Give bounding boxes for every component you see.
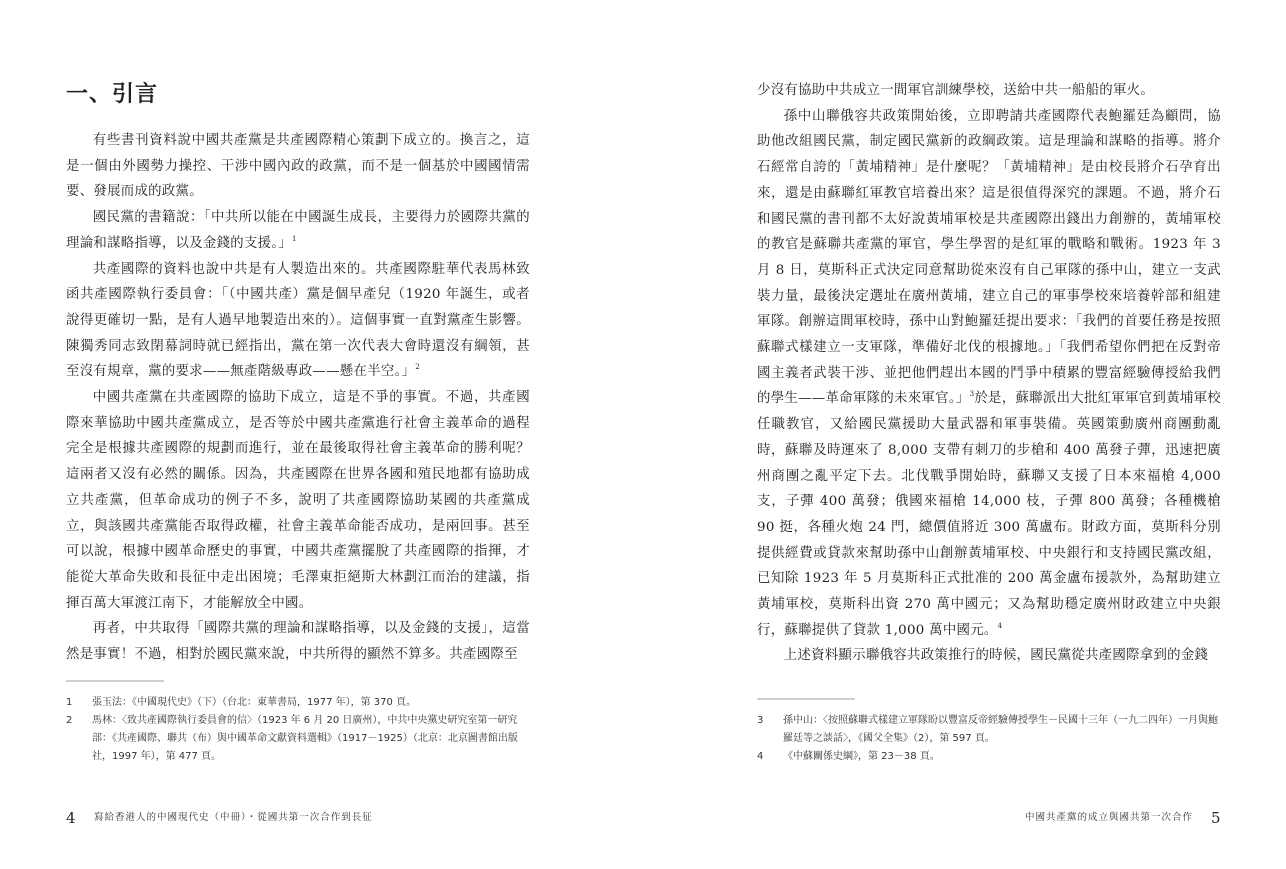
paragraph: 中國共產黨在共產國際的協助下成立，這是不爭的事實。不過，共產國際來華協助中國共產黨成立，是否等於中國共產黨進行社會主義革命的過程完全是根據共產國際的規劃而進行，並在最後取得社會主義革命的勝利呢？這兩者又沒有必然的關係。因為，共產國際在世界各國和殖民地都有協助成立共產黨，但革命成功的例子不多，說明了共產國際協助某國的共產黨成立，與該國共產黨能否取得政權，社會主義革命能否成功，是兩回事。甚至可以說，根據中國革命歷史的事實，中國共產黨擺脫了共產國際的指揮，才能從大革命失敗和長征中走出困境；毛澤東拒絕斯大林劃江而治的建議，指揮百萬大軍渡江南下，才能解放全中國。 [66,390,530,611]
running-head: 中國共產黨的成立與國共第一次合作 [1024,812,1193,823]
footnote-number: 3 [757,715,764,726]
footnote [757,712,1221,748]
footnote [66,694,530,712]
footnote [66,712,530,766]
footnote [757,748,1221,766]
paragraph: 再者，中共取得「國際共黨的理論和謀略指導，以及金錢的支援」，這當然是事實！不過，相對於國民黨來說，中共所得的顯然不算多。共產國際至 [66,621,530,663]
page-number: 4 [66,809,76,827]
footnote-number: 2 [66,715,73,726]
right-page [643,0,1286,869]
footnotes [66,694,530,766]
paragraph [66,205,530,256]
paragraph [757,104,1221,644]
paragraph: 少沒有協助中共成立一間軍官訓練學校，送給中共一船船的軍火。 [757,83,1155,98]
footnote-text: 孫中山：〈按照蘇聯式樣建立軍隊盼以豐富反帝經驗傳授學生－民國十三年（一九二四年）一月與鮑羅廷等之談話〉，《國父全集》（2），第 597 頁。 [783,715,1218,744]
footnotes [757,712,1221,766]
footnote-text: 馬林：〈致共產國際執行委員會的信〉（1923 年 6 月 20 日廣州），中共中央黨史研究室第一研究部：《共產國際、聯共（布）與中國革命文獻資料選輯》（1917－1925）（北京：北京圖書館出版社，1997 年），第 477 頁。 [92,715,518,762]
footnote-number: 1 [66,697,73,708]
paragraph [66,257,530,386]
footnote-mark: 4 [997,621,1003,630]
paragraph-text: 國民黨的書籍說：「中共所以能在中國誕生成長，主要得力於國際共黨的理論和謀略指導，以及金錢的支援。」 [66,210,530,251]
paragraph-text: 共產國際的資料也說中共是有人製造出來的。共產國際駐華代表馬林致函共產國際執行委員會：「（中國共產）黨是個早產兒（1920 年誕生，或者說得更確切一點，是有人過早地製造出來的）。這個事實一直對黨產生影響。陳獨秀同志致閉幕詞時就已經指出，黨在第一次代表大會時還沒有綱領，甚至沒有規章，黨的要求——無產階級專政——懸在半空。」 [66,261,530,380]
footnote-text: 《中蘇關係史綱》，第 23－38 頁。 [783,751,940,762]
paragraph-text: 孫中山聯俄容共政策開始後，立即聘請共產國際代表鮑羅廷為顧問，協助他改組國民黨，制定國民黨新的政綱政策。這是理論和謀略的指導。將介石經常自誇的「黃埔精神」是什麼呢？「黃埔精神」是由校長將介石孕育出來，還是由蘇聯紅軍教官培養出來？這是很值得深究的課題。不過，將介石和國民黨的書刊都不太好說黃埔軍校是共產國際出錢出力創辦的，黃埔軍校的教官是蘇聯共產黨的軍官，學生學習的是紅軍的戰略和戰術。1923 年 3 月 8 日，莫斯科正式決定同意幫助從來沒有自己軍隊的孫中山，建立一支武裝力量，最後決定選址在廣州黃埔，建立自己的軍事學校來培養幹部和組建軍隊。創辦這間軍校時，孫中山對鮑羅廷提出要求：「我們的首要任務是按照蘇聯式樣建立一支軍隊，準備好北伐的根據地。」「我們希望你們把在反對帝國主義者武裝干涉、並把他們趕出本國的鬥爭中積累的豐富經驗傳授給我們的學生——革命軍隊的未來軍官。」 [757,108,1221,407]
footnote-mark: 3 [969,390,975,399]
footnote-divider [66,680,164,682]
right-body-text [757,78,1221,669]
paragraph-text: 於是，蘇聯派出大批紅軍軍官到黃埔軍校任職教官，又給國民黨援助大量武器和軍事裝備。英國策動廣州商團動亂時，蘇聯及時運來了 8,000 支帶有刺刀的步槍和 400 萬發子彈，迅速把廣州商團之亂平定下去。北伐戰爭開始時，蘇聯又支援了日本來福槍 4,000 支，子彈 400 萬發；俄國來福槍 14,000 枝，子彈 800 萬發；各種機槍 90 挺，各種火炮 24 門，總價值將近 300 萬盧布。財政方面，莫斯科分別提供經費或貸款來幫助孫中山創辦黃埔軍校、中央銀行和支持國民黨改組，已知除 1923 年 5 月莫斯科正式批准的 200 萬金盧布援款外，為幫助建立黃埔軍校，莫斯科出資 270 萬中國元；又為幫助穩定廣州財政建立中央銀行，蘇聯提供了貸款 1,000 萬中國元。 [757,391,1221,638]
paragraph: 上述資料顯示聯俄容共政策推行的時候，國民黨從共產國際拿到的金錢 [783,648,1209,664]
footnote-mark: 1 [292,234,297,243]
left-body-text [66,128,530,668]
footnote-text: 張玉法：《中國現代史》（下）（台北：東華書局，1977 年），第 370 頁。 [92,697,417,708]
running-head: 寫給香港人的中國現代史（中冊）・從國共第一次合作到長征 [94,812,373,823]
section-heading: 一、引言 [66,82,159,107]
page-number: 5 [1211,809,1221,827]
paragraph: 有些書刊資料說中國共產黨是共產國際精心策劃下成立的。換言之，這是一個由外國勢力操控、干涉中國內政的政黨，而不是一個基於中國國情需要、發展而成的政黨。 [66,133,530,200]
footnote-divider [757,698,855,700]
footnote-number: 4 [757,751,764,762]
footnote-mark: 2 [415,363,421,372]
